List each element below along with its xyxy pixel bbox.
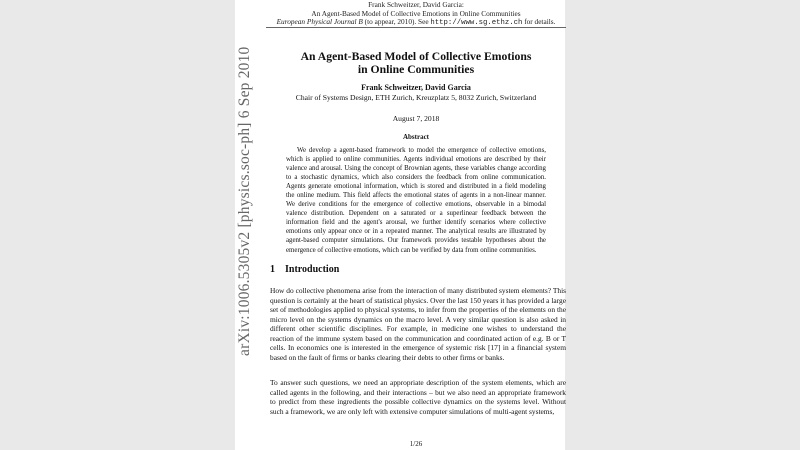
section-title: Introduction xyxy=(285,264,340,275)
running-header xyxy=(266,1,566,28)
paper-authors: Frank Schweitzer, David Garcia xyxy=(361,83,471,92)
header-note: (to appear, 2010). See xyxy=(362,17,431,27)
header-rule xyxy=(266,27,566,28)
paper-title xyxy=(266,50,566,76)
section-heading xyxy=(270,264,339,275)
affiliation: Chair of Systems Design, ETH Zurich, Kreuzplatz 5, 8032 Zurich, Switzerland xyxy=(295,93,537,102)
paragraph: How do collective phenomena arise from the interaction of many distributed system elements? This question is certainly at the heart of statistical physics. Over the last 150 years it has provided a large set of methodologies applied to physical systems, to infer from the properties of the elements on the micro level on the systems dynamics on the macro level. A very similar question is also asked in different other scientific disciplines. For example, in medicine one wishes to understand the reaction of the immune system based on the communication and coordinated action of e.g. B or T cells. In economics one is interested in the emergence of systemic risk [17] in a financial system based on the fault of firms or banks clearing their debts to other firms or banks. xyxy=(270,286,566,362)
journal-name: European Physical Journal B xyxy=(276,17,363,27)
header-title: An Agent-Based Model of Collective Emotions in Online Communities xyxy=(311,8,521,18)
paper-date: August 7, 2018 xyxy=(392,114,440,123)
paragraph: To answer such questions, we need an appropriate description of the system elements, which are called agents in the following, and their interactions – but we also need an appropriate framework to predict from these ingredients the possible collective dynamics on the systems level. Without such a framework, we are only left with extensive computer simulations of multi-agent systems, xyxy=(270,378,566,416)
header-authors: Frank Schweitzer, David Garcia: xyxy=(368,0,464,9)
page-number: 1/26 xyxy=(409,440,423,448)
abstract-text: We develop a agent-based framework to model the emergence of collective emotions, which is applied to online communities. Agents individual emotions are described by their valence and arousal. Using the concept of Brownian agents, these variables change according to a stochastic dynamics, which also considers the feedback from online communication. Agents generate emotional information, which is stored and distributed in a field modeling the online medium. This field affects the emotional states of agents in a non-linear manner. We derive conditions for the emergence of collective emotions, observable in a bimodal valence distribution. Dependent on a saturated or a superlinear feedback between the information field and the agent's arousal, we further identify scenarios where collective emotions only appear once or in a repeated manner. The analytical results are illustrated by agent-based computer simulations. Our framework provides testable hypotheses about the emergence of collective emotions, which can be verified by data from online communities. xyxy=(286,147,546,254)
abstract-heading: Abstract xyxy=(402,133,430,141)
title-line-1: An Agent-Based Model of Collective Emotions xyxy=(300,50,532,63)
title-line-2: in Online Communities xyxy=(357,63,475,76)
section-number: 1 xyxy=(270,264,275,275)
header-url[interactable]: http://www.sg.ethz.ch xyxy=(430,19,523,28)
header-note-end: for details. xyxy=(522,17,556,27)
arxiv-identifier[interactable]: arXiv:1006.5305v2 [physics.soc-ph] 6 Sep 2010 xyxy=(236,46,253,356)
